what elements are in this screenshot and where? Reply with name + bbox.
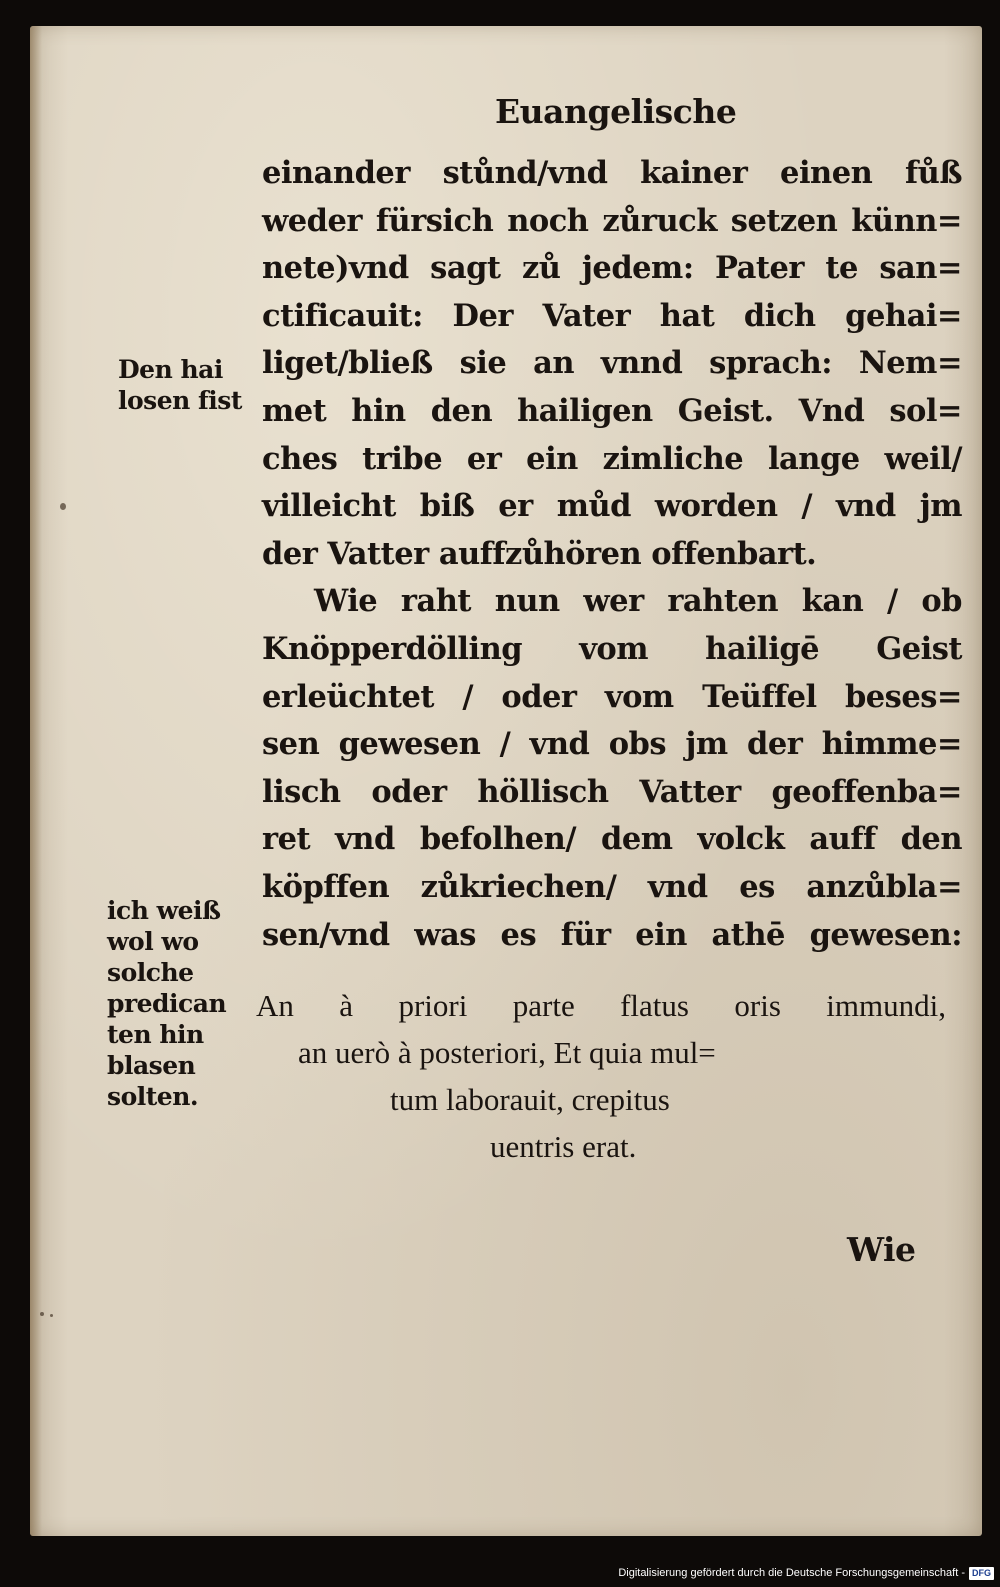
marginal-note-line: Den hai <box>118 355 223 384</box>
latin-line: An à priori parte flatus oris immundi, <box>256 988 946 1023</box>
marginal-note-line: blasen <box>107 1051 196 1080</box>
text-line: sen gewesen / vnd obs jm der himme= <box>262 726 962 763</box>
marginal-note <box>107 895 226 1112</box>
marginal-note <box>118 354 242 416</box>
marginal-note-line: predican <box>107 989 227 1018</box>
credit-text: Digitalisierung gefördert durch die Deutsche Forschungsgemeinschaft - <box>618 1567 965 1579</box>
marginal-note-line: losen fist <box>118 386 242 415</box>
marginal-note-line: ich weiß <box>107 896 221 925</box>
page-spine-shadow <box>30 26 42 1536</box>
marginal-note-line: solche <box>107 958 194 987</box>
text-line: villeicht biß er můd worden / vnd jm <box>262 488 962 525</box>
text-line: nete)vnd sagt zů jedem: Pater te san= <box>262 250 962 287</box>
text-line: sen/vnd was es für ein athē gewesen: <box>262 916 962 953</box>
text-line: ctificauit: Der Vater hat dich gehai= <box>262 297 962 334</box>
text-line: liget/bließ sie an vnnd sprach: Nem= <box>262 345 962 382</box>
ink-fleck <box>40 1312 44 1316</box>
latin-passage <box>240 982 970 1170</box>
latin-line: tum laborauit, crepitus <box>390 1082 670 1117</box>
text-line: erleüchtet / oder vom Teüffel beses= <box>262 678 962 715</box>
text-line: Wie raht nun wer rahten kan / ob <box>314 583 962 620</box>
text-line: einander stůnd/vnd kainer einen fůß <box>262 155 962 191</box>
catchword: Wie <box>847 1230 916 1269</box>
text-line: met hin den hailigen Geist. Vnd sol= <box>262 392 962 429</box>
digitization-credit <box>618 1563 994 1583</box>
marginal-note-line: solten. <box>107 1082 199 1111</box>
text-line: lisch oder höllisch Vatter geoffenba= <box>262 773 962 810</box>
latin-line: uentris erat. <box>490 1129 637 1164</box>
main-text-block <box>262 150 962 959</box>
text-line: weder fürsich noch zůruck setzen künn= <box>262 202 962 239</box>
text-line: ret vnd befolhen/ dem volck auff den <box>262 821 962 858</box>
text-line: Knöpperdölling vom hailigē Geist <box>262 630 962 667</box>
marginal-note-line: wol wo <box>107 927 199 956</box>
text-line: köpffen zůkriechen/ vnd es anzůbla= <box>262 868 962 905</box>
latin-line: an uerò à posteriori, Et quia mul= <box>298 1035 716 1070</box>
text-line: ches tribe er ein zimliche lange weil/ <box>262 440 962 477</box>
ink-fleck <box>60 503 66 510</box>
text-line: der Vatter auffzůhören offenbart. <box>262 535 817 572</box>
ink-fleck <box>50 1314 53 1317</box>
dfg-logo: DFG <box>969 1567 994 1580</box>
marginal-note-line: ten hin <box>107 1020 204 1049</box>
running-head: Euangelische <box>495 92 737 131</box>
